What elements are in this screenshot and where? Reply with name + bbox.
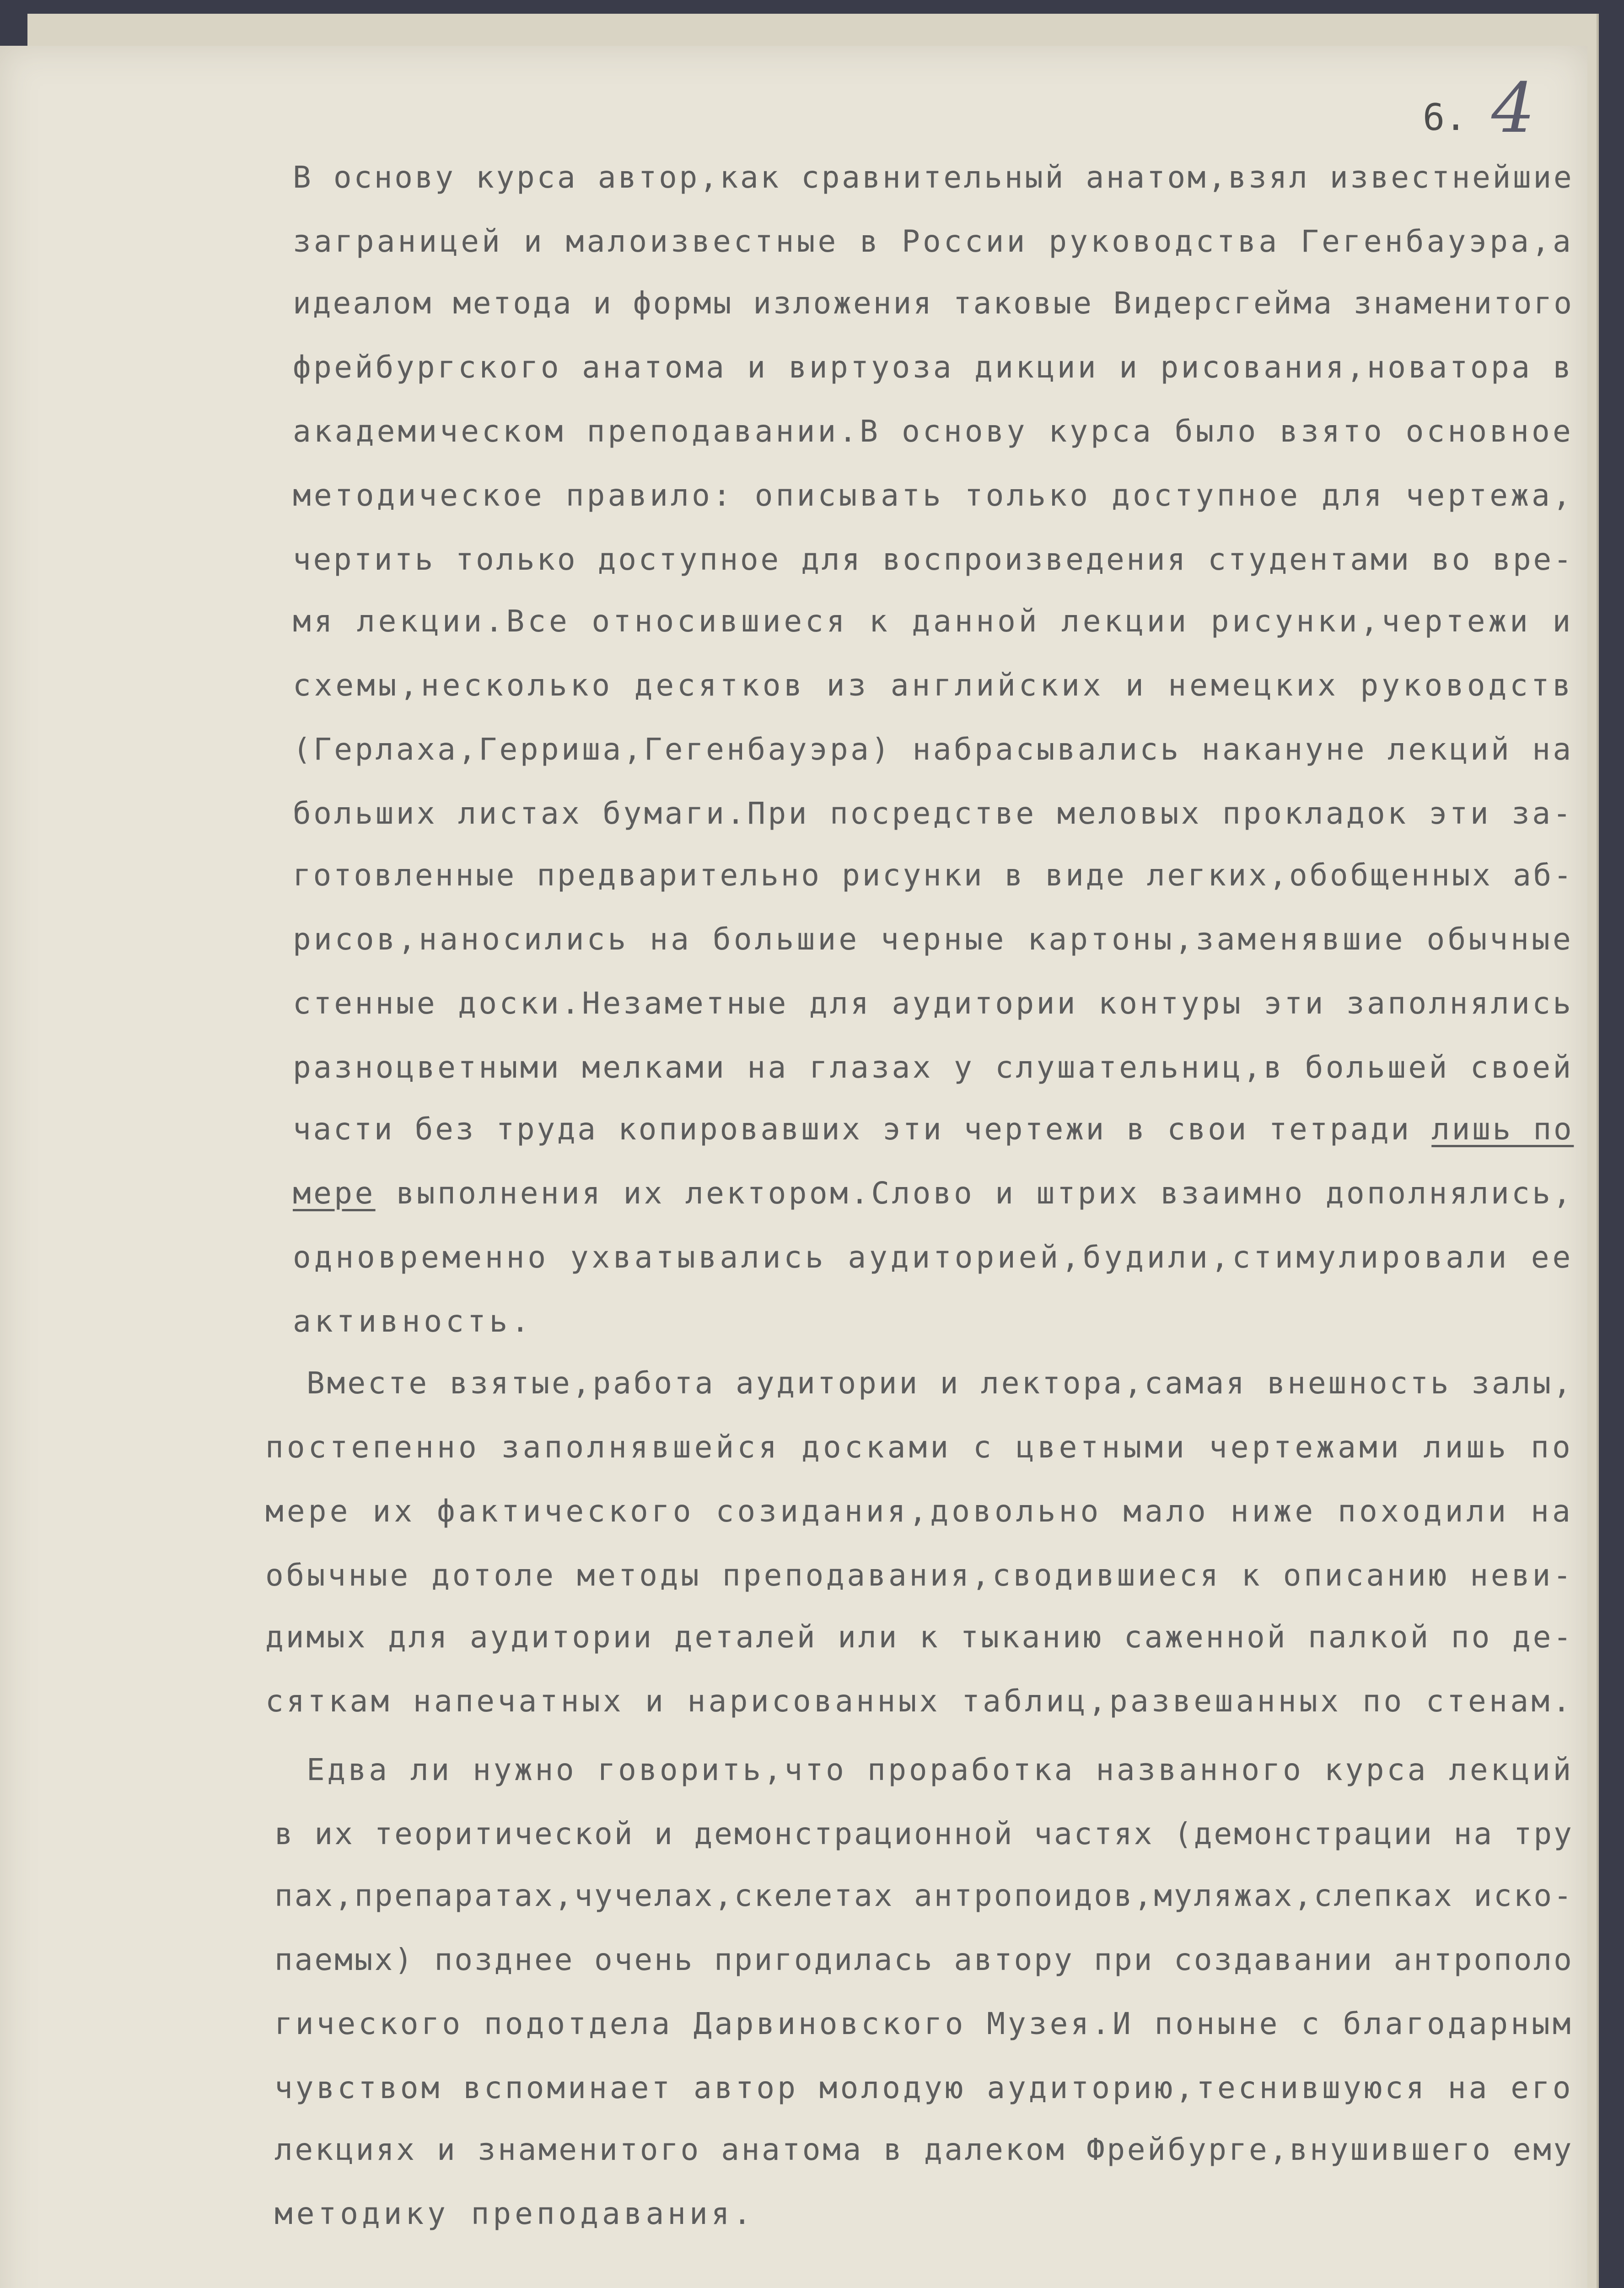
text-line: активность. xyxy=(293,1304,533,1339)
text-line: схемы,несколько десятков из английских и немецких руководств xyxy=(293,668,1574,703)
text-line: методическое правило: описывать только доступное для чертежа, xyxy=(293,478,1574,513)
text-line: обычные дотоле методы преподавания,сводившиеся к описанию неви- xyxy=(265,1558,1574,1593)
text-line: готовленные предварительно рисунки в виде легких,обобщенных аб- xyxy=(293,858,1574,893)
text-line: Едва ли нужно говорить,что проработка названного курса лекций xyxy=(307,1752,1574,1787)
text-line: В основу курса автор,как сравнительный анатом,взял известнейшие xyxy=(293,160,1574,195)
text-line: Вместе взятые,работа аудитории и лектора,самая внешность залы, xyxy=(307,1365,1574,1401)
underlined-text: лишь по xyxy=(1431,1112,1574,1147)
text-line: гического подотдела Дарвиновского Музея.И поныне с благодарным xyxy=(274,2006,1574,2041)
text-line: одновременно ухватывались аудиторией,будили,стимулировали ее xyxy=(293,1240,1574,1275)
text-line: академическом преподавании.В основу курса было взято основное xyxy=(293,414,1574,449)
text-line xyxy=(293,1178,1574,1209)
text-line: идеалом метода и формы изложения таковые Видерсгейма знаменитого xyxy=(293,286,1574,321)
text-line: заграницей и малоизвестные в России руководства Гегенбауэра,а xyxy=(293,224,1574,259)
text-line xyxy=(293,1112,1574,1147)
page-number: 6. xyxy=(1423,96,1467,139)
text-line: разноцветными мелками на глазах у слушательниц,в большей своей xyxy=(293,1050,1574,1085)
struck-over-word: ниже xyxy=(1230,1494,1317,1529)
text-line: постепенно заполнявшейся досками с цветными чертежами лишь по xyxy=(265,1430,1574,1465)
text-line: пах,препаратах,чучелах,скелетах антропоидов,муляжах,слепках иско- xyxy=(274,1878,1574,1913)
text-line: рисов,наносились на большие черные картоны,заменявшие обычные xyxy=(293,922,1574,957)
text-line: димых для аудитории деталей или к тыканию саженной палкой по де- xyxy=(265,1619,1574,1655)
text-line: больших листах бумаги.При посредстве меловых прокладок эти за- xyxy=(293,796,1574,831)
underlined-text: мере xyxy=(293,1176,376,1211)
text-run: походили на xyxy=(1316,1494,1574,1529)
text-run: части без труда копировавших эти чертежи в свои тетради xyxy=(293,1112,1432,1147)
archive-page-mark: 4 xyxy=(1491,69,1535,148)
text-line: паемых) позднее очень пригодилась автору при создавании антрополо xyxy=(274,1942,1574,1977)
text-line: лекциях и знаменитого анатома в далеком Фрейбурге,внушившего ему xyxy=(274,2132,1574,2167)
text-line: методику преподавания. xyxy=(274,2196,755,2231)
text-line: чертить только доступное для воспроизведения студентами во вре- xyxy=(293,542,1574,577)
text-line: стенные доски.Незаметные для аудитории контуры эти заполнялись xyxy=(293,986,1574,1021)
text-line: фрейбургского анатома и виртуоза дикции и рисования,новатора в xyxy=(293,350,1574,385)
text-line: сяткам напечатных и нарисованных таблиц,развешанных по стенам. xyxy=(265,1684,1574,1719)
text-line xyxy=(265,1496,1574,1527)
text-run: мере их фактического созидания,довольно мало xyxy=(265,1494,1231,1529)
text-line: чувством вспоминает автор молодую аудиторию,теснившуюся на его xyxy=(274,2070,1574,2105)
document-body xyxy=(0,46,1587,2288)
text-line: (Герлаха,Герриша,Гегенбауэра) набрасывались накануне лекций на xyxy=(293,732,1574,767)
text-line: в их теоритической и демонстрационной частях (демонстрации на тру xyxy=(274,1816,1574,1851)
text-run: выполнения их лектором.Слово и штрих взаимно дополнялись, xyxy=(375,1176,1574,1211)
text-line: мя лекции.Все относившиеся к данной лекции рисунки,чертежи и xyxy=(293,604,1574,639)
document-page xyxy=(0,46,1587,2288)
